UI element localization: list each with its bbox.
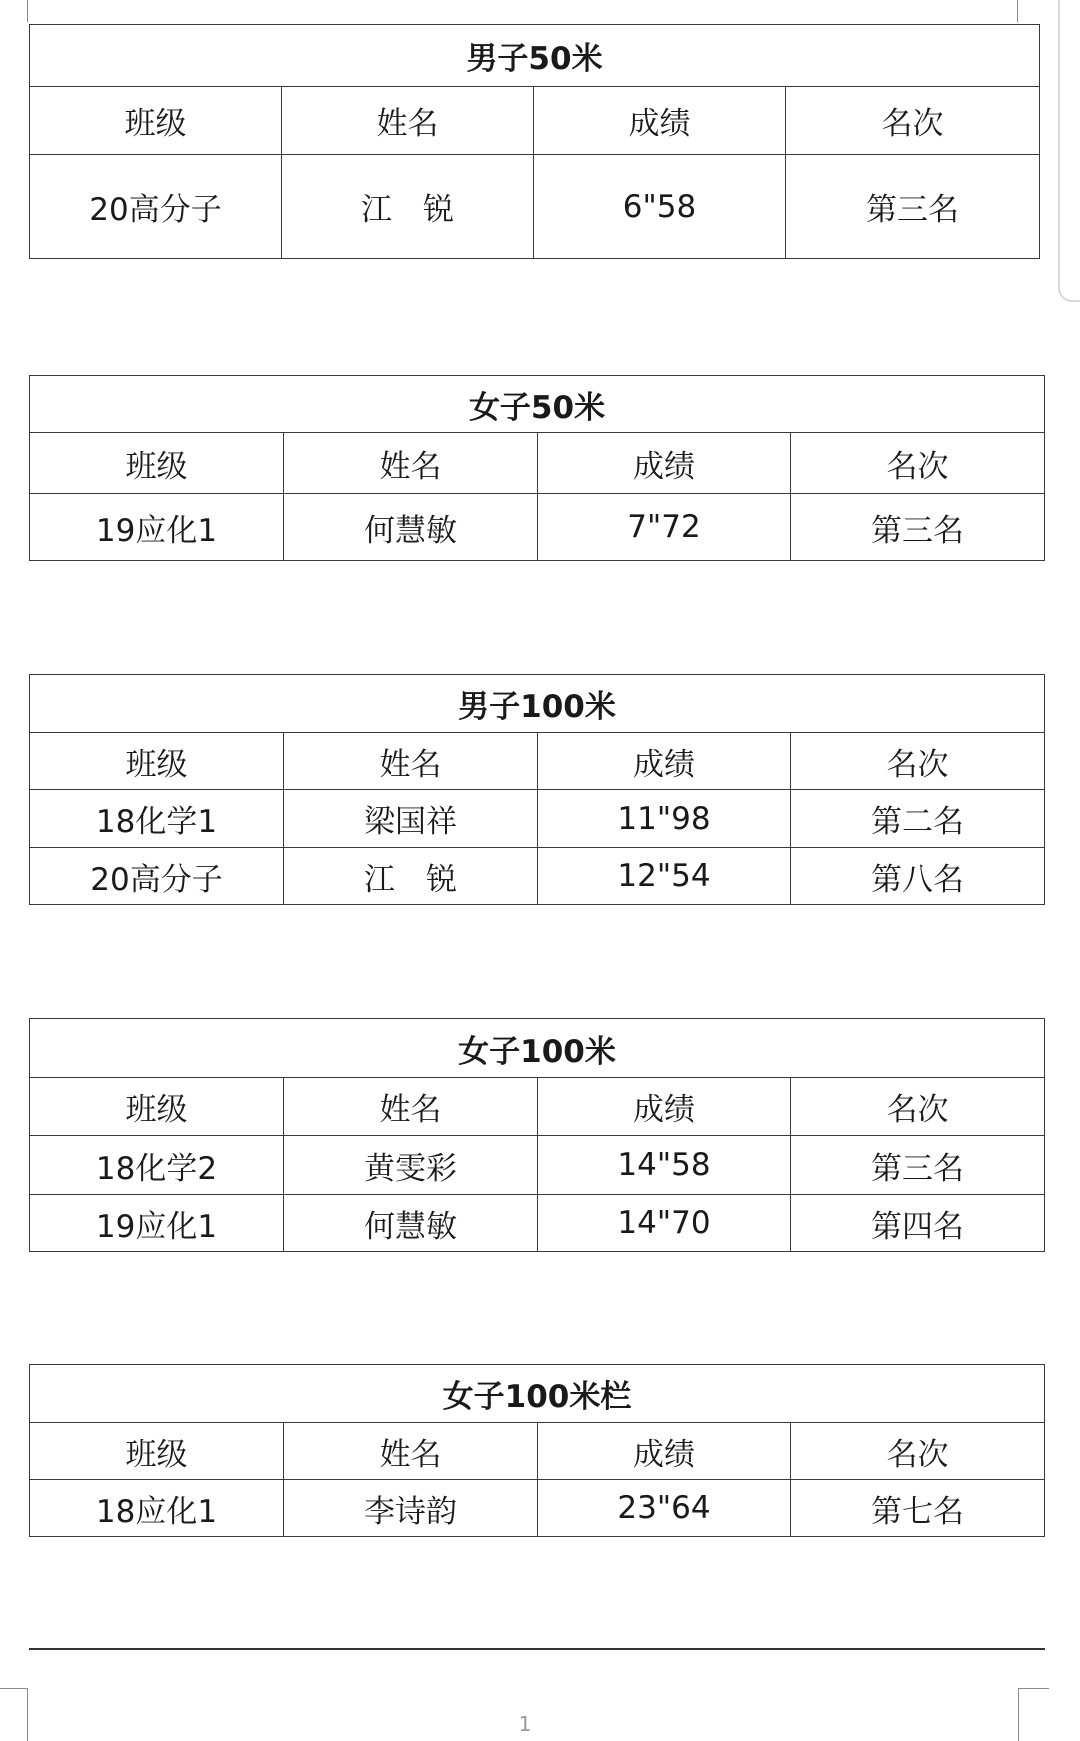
header-class: 班级	[30, 433, 284, 494]
cell-score: 6"58	[534, 155, 786, 259]
footer-rule	[29, 1648, 1045, 1650]
header-class: 班级	[30, 1423, 284, 1480]
cell-score: 7"72	[538, 494, 791, 561]
cell-score: 23"64	[538, 1480, 791, 1537]
header-name: 姓名	[284, 733, 538, 790]
cell-name: 江 锐	[282, 155, 534, 259]
cell-score: 12"54	[538, 848, 791, 905]
cell-rank: 第三名	[791, 494, 1045, 561]
table-row	[30, 1136, 1045, 1195]
crop-mark-top-right	[1017, 0, 1018, 22]
crop-mark-top-left	[27, 0, 28, 22]
header-rank: 名次	[791, 733, 1045, 790]
header-rank: 名次	[791, 1078, 1045, 1136]
results-table-women-100m-hurdles	[29, 1364, 1045, 1537]
table-title-row	[30, 376, 1045, 433]
cell-name: 梁国祥	[284, 790, 538, 848]
scroll-handle[interactable]	[1058, 0, 1080, 302]
cell-score: 14"58	[538, 1136, 791, 1195]
table-row	[30, 1195, 1045, 1252]
cell-name: 黄雯彩	[284, 1136, 538, 1195]
header-rank: 名次	[791, 1423, 1045, 1480]
cell-rank: 第三名	[791, 1136, 1045, 1195]
table-row	[30, 1480, 1045, 1537]
table-header-row	[30, 87, 1040, 155]
table-header-row	[30, 733, 1045, 790]
table-row	[30, 790, 1045, 848]
results-table-women-100m	[29, 1018, 1045, 1252]
table-title: 女子100米	[30, 1019, 1045, 1078]
header-rank: 名次	[791, 433, 1045, 494]
cell-class: 18化学1	[30, 790, 284, 848]
header-score: 成绩	[538, 1423, 791, 1480]
cell-class: 18应化1	[30, 1480, 284, 1537]
table-title: 女子50米	[30, 376, 1045, 433]
table-title-row	[30, 25, 1040, 87]
header-class: 班级	[30, 733, 284, 790]
cell-score: 14"70	[538, 1195, 791, 1252]
cell-name: 何慧敏	[284, 494, 538, 561]
cell-class: 20高分子	[30, 848, 284, 905]
cell-class: 20高分子	[30, 155, 282, 259]
header-class: 班级	[30, 87, 282, 155]
results-table-women-50m	[29, 375, 1045, 561]
cell-class: 19应化1	[30, 494, 284, 561]
table-title-row	[30, 1365, 1045, 1423]
cell-rank: 第八名	[791, 848, 1045, 905]
header-score: 成绩	[538, 433, 791, 494]
header-name: 姓名	[284, 1078, 538, 1136]
header-score: 成绩	[538, 733, 791, 790]
cell-class: 18化学2	[30, 1136, 284, 1195]
header-score: 成绩	[538, 1078, 791, 1136]
table-title-row	[30, 675, 1045, 733]
cell-name: 江 锐	[284, 848, 538, 905]
cell-rank: 第三名	[786, 155, 1040, 259]
header-rank: 名次	[786, 87, 1040, 155]
table-header-row	[30, 1423, 1045, 1480]
table-row	[30, 494, 1045, 561]
table-title: 男子100米	[30, 675, 1045, 733]
page-number: 1	[518, 1712, 532, 1736]
cell-score: 11"98	[538, 790, 791, 848]
header-name: 姓名	[282, 87, 534, 155]
cell-rank: 第七名	[791, 1480, 1045, 1537]
table-row	[30, 155, 1040, 259]
results-table-men-100m	[29, 674, 1045, 905]
results-table-men-50m	[29, 24, 1040, 259]
cell-class: 19应化1	[30, 1195, 284, 1252]
header-name: 姓名	[284, 433, 538, 494]
cell-rank: 第四名	[791, 1195, 1045, 1252]
table-title: 女子100米栏	[30, 1365, 1045, 1423]
table-header-row	[30, 433, 1045, 494]
table-row	[30, 848, 1045, 905]
header-class: 班级	[30, 1078, 284, 1136]
table-header-row	[30, 1078, 1045, 1136]
header-score: 成绩	[534, 87, 786, 155]
cell-name: 何慧敏	[284, 1195, 538, 1252]
cell-name: 李诗韵	[284, 1480, 538, 1537]
header-name: 姓名	[284, 1423, 538, 1480]
table-title-row	[30, 1019, 1045, 1078]
table-title: 男子50米	[30, 25, 1040, 87]
cell-rank: 第二名	[791, 790, 1045, 848]
